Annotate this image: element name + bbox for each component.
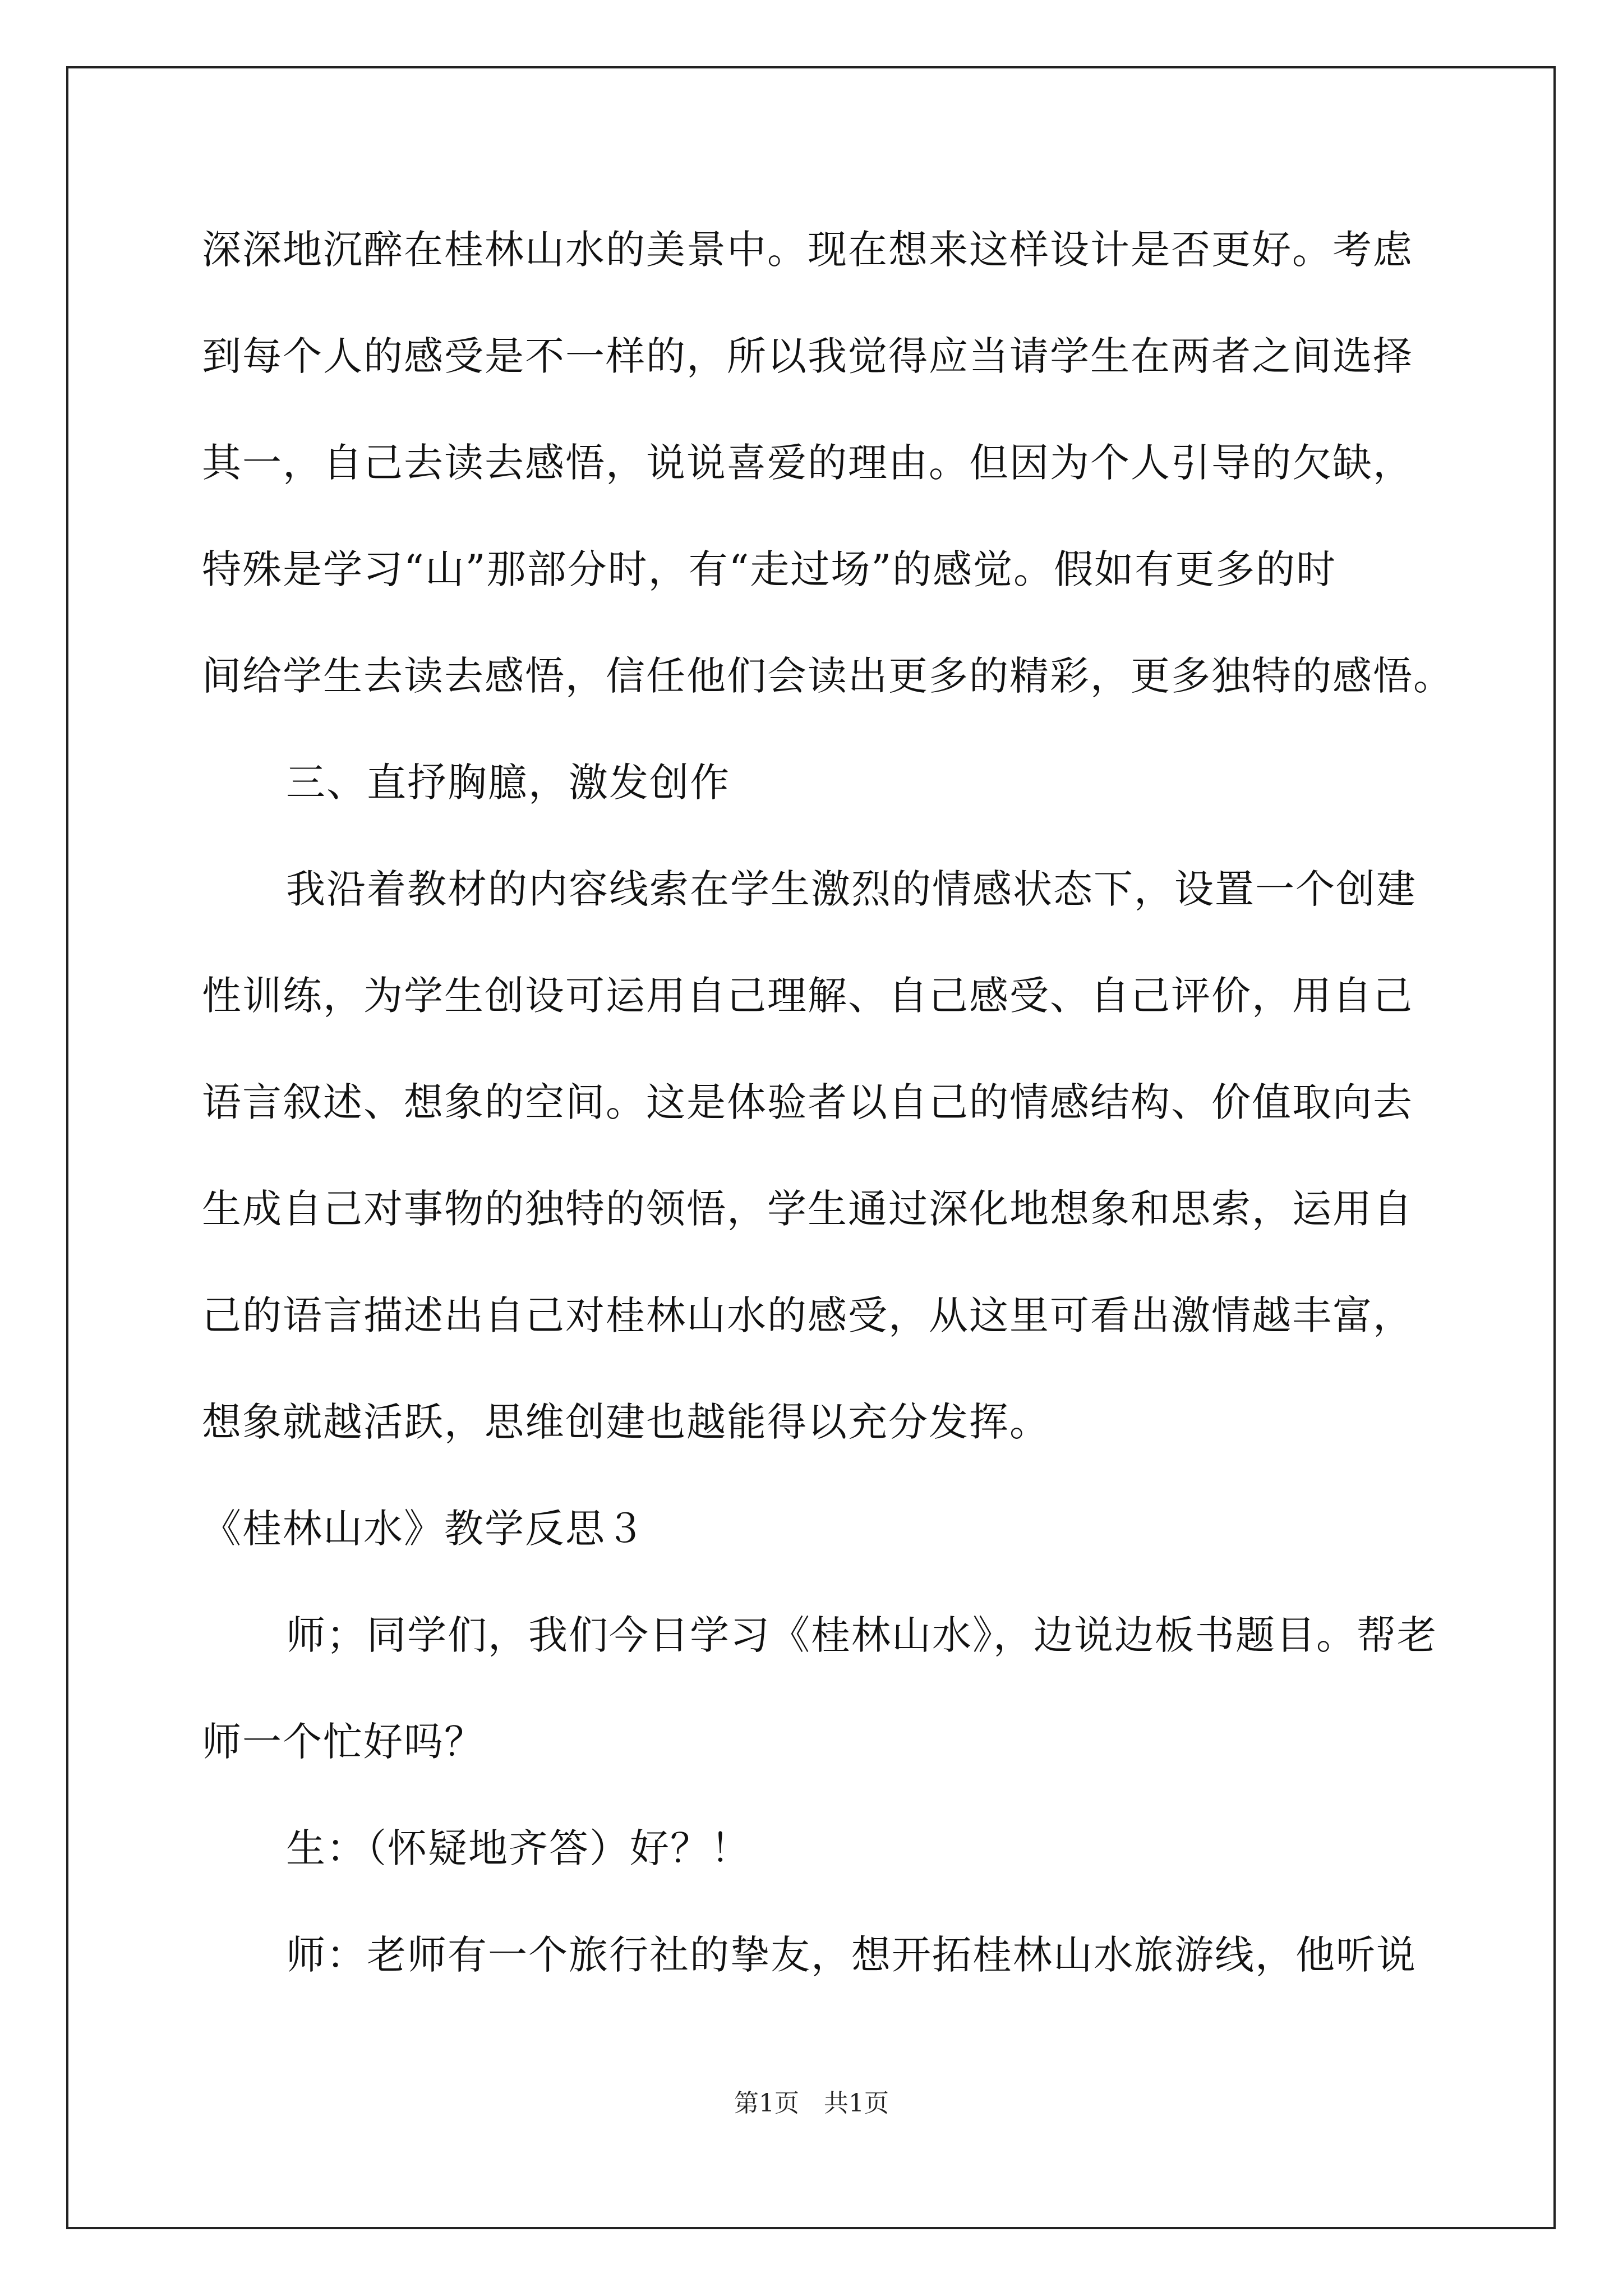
paragraph-line: 深深地沉醉在桂林山水的美景中。现在想来这样设计是否更好。考虑 (202, 227, 1413, 273)
paragraph-line: 到每个人的感受是不一样的，所以我觉得应当请学生在两者之间选择 (202, 333, 1413, 379)
page-border (66, 66, 1556, 2229)
paragraph-line: 师：老师有一个旅行社的挚友，想开拓桂林山水旅游线，他听说 (286, 1932, 1417, 1978)
paragraph-line: 生成自己对事物的独特的领悟，学生通过深化地想象和思索，运用自 (202, 1186, 1413, 1232)
paragraph-line: 师一个忙好吗？ (202, 1719, 485, 1765)
paragraph-line: 其一，自己去读去感悟，说说喜爱的理由。但因为个人引导的欠缺， (202, 440, 1413, 486)
paragraph-line: 己的语言描述出自己对桂林山水的感受，从这里可看出激情越丰富， (202, 1292, 1413, 1338)
paragraph-line: 特殊是学习“山”那部分时，有“走过场”的感觉。假如有更多的时 (202, 546, 1337, 592)
paragraph-line: 生：（怀疑地齐答）好？！ (286, 1825, 751, 1871)
paragraph-line: 想象就越活跃，思维创建也越能得以充分发挥。 (202, 1399, 1050, 1445)
paragraph-line: 间给学生去读去感悟，信任他们会读出更多的精彩，更多独特的感悟。 (202, 653, 1454, 699)
page-footer: 第1页 共1页 (734, 2089, 889, 2118)
paragraph-line: 性训练，为学生创设可运用自己理解、自己感受、自己评价，用自己 (202, 973, 1413, 1019)
paragraph-line: 我沿着教材的内容线索在学生激烈的情感状态下，设置一个创建 (286, 866, 1417, 912)
paragraph-line: 师；同学们，我们今日学习《桂林山水》，边说边板书题目。帮老 (286, 1612, 1437, 1658)
paragraph-line: 语言叙述、想象的空间。这是体验者以自己的情感结构、价值取向去 (202, 1079, 1413, 1125)
section-heading: 三、直抒胸臆，激发创作 (286, 760, 730, 806)
document-title: 《桂林山水》教学反思３ (202, 1506, 646, 1552)
